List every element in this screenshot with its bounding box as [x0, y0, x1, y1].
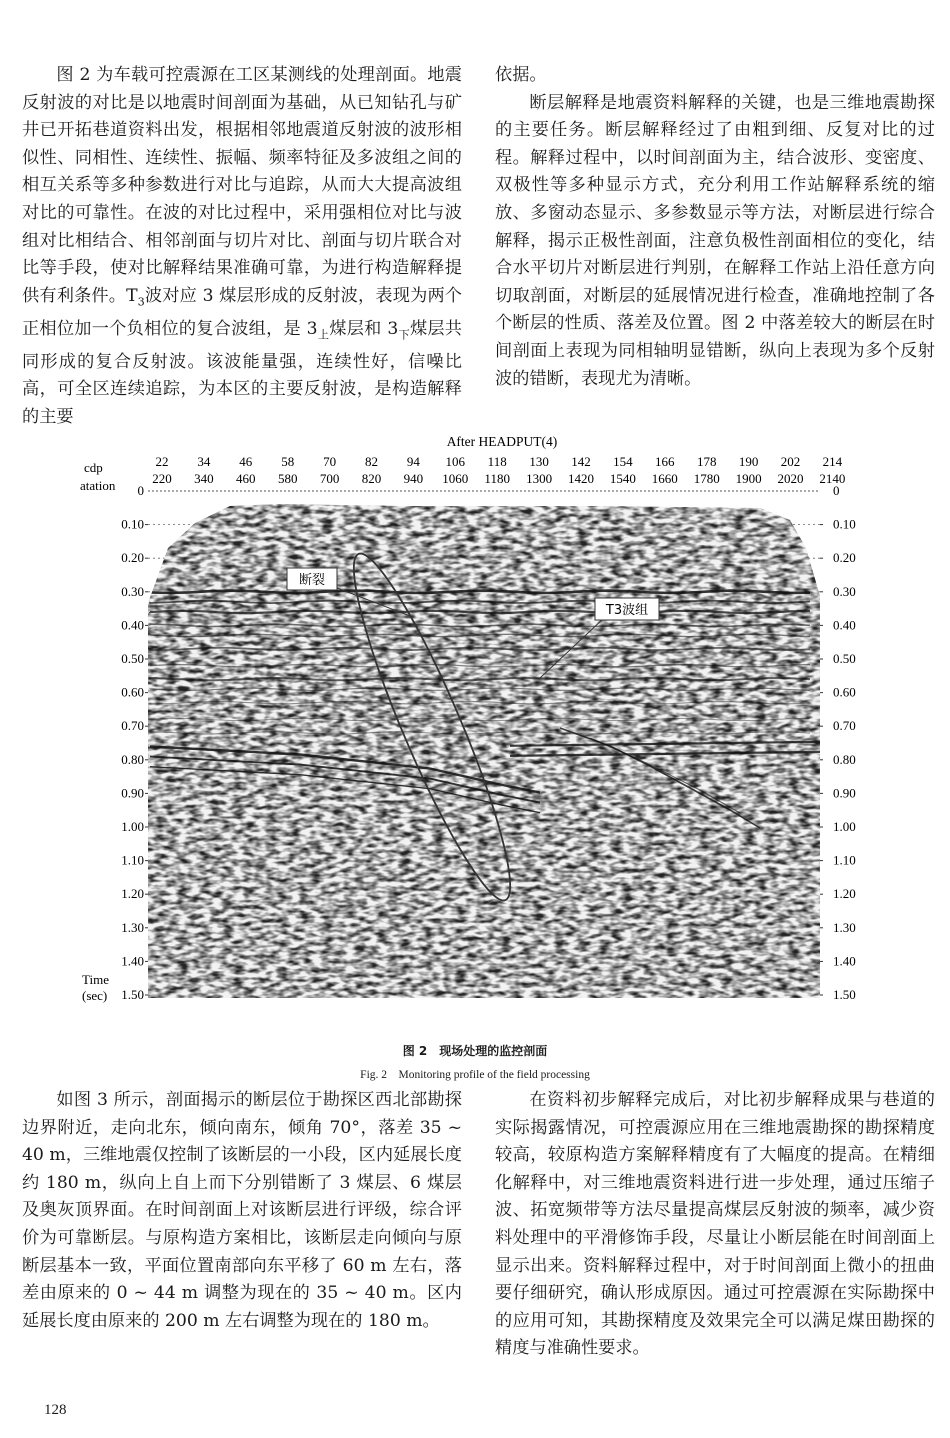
- figure-caption-english: Fig. 2 Monitoring profile of the field processing: [360, 1069, 590, 1081]
- time-tick-left: 0.20: [121, 550, 144, 566]
- cdp-tick: 118: [487, 454, 507, 469]
- paragraph: 图 2 为车载可控震源在工区某测线的处理剖面。地震反射波的对比是以地震时间剖面为基础，从已知钻孔与矿井已开拓巷道资料出发，根据相邻地震道反射波的波形相似性、同相性、连续性、振幅、频率特征及多波组之间的相互关系等多种参数进行对比与追踪，从而大大提高波组对比的可靠性。在波的对比过程中，采用强相位对比与波组对比相结合、相邻剖面与切片对比、剖面与切片联合对比等手段，使对比解释结果准确可靠，为进行构造解释提供有利条件。$T_3$波对应 3 煤层形成的反射波，表现为两个正相位加一个负相位的复合波组，是 $3_上$煤层和 $3_下$煤层共同形成的复合反射波。该波能量强，连续性好，信噪比高，可全区连续追踪，为本区的主要反射波，是构造解释的主要: [22, 65, 462, 427]
- station-tick: 1540: [609, 471, 636, 486]
- time-tick-left: 1.00: [121, 819, 144, 834]
- time-tick-right: 1.40: [833, 953, 856, 969]
- time-tick-right: 1.50: [833, 987, 856, 1002]
- cdp-tick-labels: [156, 454, 843, 469]
- time-tick-left: 1.50: [121, 987, 144, 1002]
- cdp-axis-label: cdp: [84, 460, 103, 475]
- seismic-profile-figure: [0, 428, 950, 1028]
- time-tick-right: 0.80: [833, 751, 856, 767]
- paragraph: 在资料初步解释完成后，对比初步解释成果与巷道的实际揭露情况，可控震源应用在三维地震勘探的勘探精度较高，较原构造方案解释精度有了大幅度的提高。在精细化解释中，对三维地震资料进行进一步处理，通过压缩子波、拓宽频带等方法尽量提高煤层反射波的频率，减少资料处理中的平滑修饰手段，尽量让小断层能在时间剖面上显示出来。资料解释过程中，对于时间剖面上微小的扭曲要仔细研究，确认形成原因。通过可控震源在实际勘探中的应用可知，其勘探精度及效果完全可以满足煤田勘探的精度与准确性要求。: [495, 1090, 935, 1359]
- cdp-tick: 22: [155, 454, 169, 469]
- station-tick-labels: [152, 471, 845, 486]
- cdp-tick: 154: [613, 454, 633, 469]
- station-tick: 1300: [526, 471, 553, 486]
- seismic-data-area: [140, 498, 830, 1008]
- station-tick: 1660: [651, 471, 678, 486]
- paragraph: 如图 3 所示，剖面揭示的断层位于勘探区西北部勘探边界附近，走向北东，倾向南东，倾角 70°，落差 35 ~ 40 m，三维地震仅控制了该断层的一小段，区内延展长度约 180 m，纵向上自上而下分别错断了 3 煤层、6 煤层及奥灰顶界面。在时间剖面上对该断层进行评级，综合评价为可靠断层。与原构造方案相比，该断层走向倾向与原断层基本一致，平面位置南部向东平移了 60 m 左右，落差由原来的 0 ~ 44 m 调整为现在的 35 ~ 40 m。区内延展长度由原来的 200 m 左右调整为现在的 180 m。: [22, 1090, 462, 1331]
- cdp-tick: 106: [445, 454, 466, 469]
- time-tick-left: 1.40: [121, 953, 144, 969]
- station-tick: 1060: [442, 471, 469, 486]
- time-tick-right: 1.00: [833, 819, 856, 834]
- paragraph: 依据。: [495, 65, 547, 85]
- wave-label: T3波组: [605, 603, 649, 618]
- time-tick-left: 0.50: [121, 651, 144, 666]
- time-tick-right: 0.50: [833, 651, 856, 666]
- time-tick-left: 1.20: [121, 886, 144, 902]
- cdp-tick: 178: [696, 454, 717, 469]
- cdp-tick: 202: [780, 454, 801, 469]
- figure-header-title: After HEADPUT(4): [446, 434, 558, 449]
- time-tick-right: 1.30: [833, 919, 856, 935]
- time-tick-right: 1.20: [833, 886, 856, 902]
- time-tick-right: 0.10: [833, 516, 856, 532]
- cdp-tick: 214: [822, 454, 843, 469]
- figure-caption-chinese: 图 2 现场处理的监控剖面: [402, 1044, 548, 1058]
- time-tick-right: 0.90: [833, 785, 856, 801]
- time-tick-right: 0: [833, 483, 840, 498]
- time-tick-left: 0.60: [121, 684, 144, 700]
- text-column-top-right: [495, 62, 935, 393]
- station-tick: 940: [403, 471, 424, 486]
- time-tick-right: 0.20: [833, 550, 856, 566]
- seismic-section: [0, 428, 950, 1028]
- station-axis-label: atation: [80, 478, 116, 493]
- time-tick-right: 0.30: [833, 583, 856, 599]
- time-tick-right: 0.70: [833, 718, 856, 734]
- text-column-bottom-right: [495, 1087, 935, 1363]
- station-tick: 700: [319, 471, 340, 486]
- cdp-tick: 70: [323, 454, 337, 469]
- time-axis-unit: (sec): [82, 988, 108, 1003]
- cdp-tick: 34: [197, 454, 211, 469]
- time-tick-left: 0.30: [121, 583, 144, 599]
- cdp-tick: 166: [655, 454, 675, 469]
- cdp-tick: 46: [239, 454, 253, 469]
- station-tick: 460: [236, 471, 256, 486]
- cdp-tick: 94: [406, 454, 420, 469]
- text-column-bottom-left: [22, 1087, 462, 1335]
- station-tick: 1420: [568, 471, 594, 486]
- time-tick-left: 0.40: [121, 617, 144, 633]
- cdp-tick: 142: [571, 454, 591, 469]
- station-tick: 340: [194, 471, 214, 486]
- time-tick-left: 1.30: [121, 919, 144, 935]
- cdp-tick: 82: [365, 454, 378, 469]
- time-tick-right: 1.10: [833, 852, 856, 868]
- cdp-tick: 190: [738, 454, 759, 469]
- time-axis-label: Time: [82, 972, 109, 987]
- paragraph: 断层解释是地震资料解释的关键，也是三维地震勘探的主要任务。断层解释经过了由粗到细、反复对比的过程。解释过程中，以时间剖面为主，结合波形、变密度、双极性等多种显示方式，充分利用工作站解释系统的缩放、多窗动态显示、多参数显示等方法，对断层进行综合解释，揭示正极性剖面，注意负极性剖面相位的变化，结合水平切片对断层进行判别，在解释工作站上沿任意方向切取剖面，对断层的延展情况进行检查，准确地控制了各个断层的性质、落差及位置。图 2 中落差较大的断层在时间剖面上表现为同相轴明显错断，纵向上表现为多个反射波的错断，表现尤为清晰。: [495, 92, 935, 389]
- station-tick: 220: [152, 471, 172, 486]
- cdp-tick: 58: [281, 454, 295, 469]
- station-tick: 2020: [777, 471, 804, 486]
- fault-label: 断裂: [298, 573, 326, 588]
- station-tick: 1900: [735, 471, 762, 486]
- text-column-top-left: [22, 62, 462, 432]
- station-tick: 2140: [819, 471, 846, 486]
- time-tick-left: 1.10: [121, 852, 144, 868]
- station-tick: 820: [361, 471, 382, 486]
- time-tick-left: 0.70: [121, 718, 144, 734]
- cdp-tick: 130: [529, 454, 549, 469]
- time-tick-left: 0: [137, 483, 144, 498]
- station-tick: 1780: [693, 471, 720, 486]
- station-tick: 580: [277, 471, 298, 486]
- time-tick-right: 0.60: [833, 684, 856, 700]
- page-number: 128: [44, 1402, 67, 1418]
- time-tick-left: 0.10: [121, 516, 144, 532]
- time-tick-left: 0.80: [121, 751, 144, 767]
- time-tick-right: 0.40: [833, 617, 856, 633]
- time-tick-left: 0.90: [121, 785, 144, 801]
- station-tick: 1180: [484, 471, 510, 486]
